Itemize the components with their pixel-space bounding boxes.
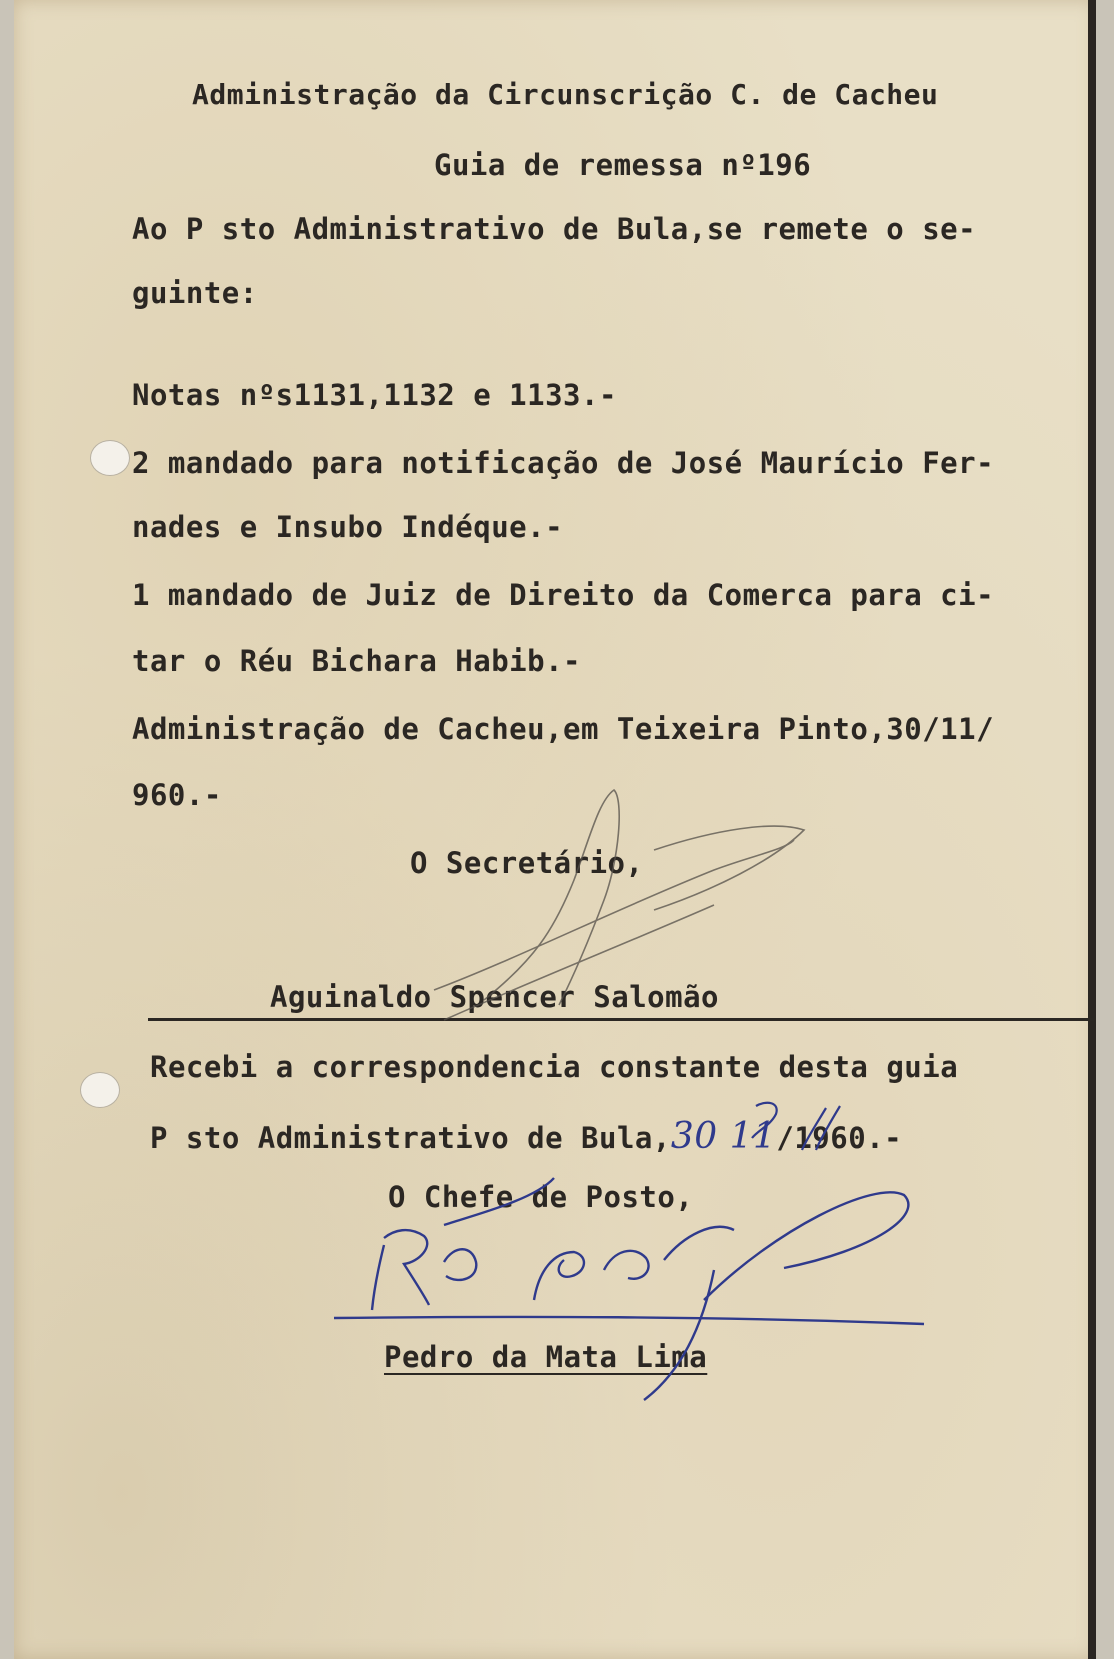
- place-date-line-2: 960.-: [132, 778, 222, 812]
- secretary-title: O Secretário,: [410, 846, 644, 880]
- signatures-overlay: [14, 0, 1096, 1659]
- chief-signature: [334, 1178, 924, 1400]
- intro-line-1: Ao P sto Administrativo de Bula,se remete o se-: [132, 212, 977, 246]
- chief-title: O Chefe de Posto,: [388, 1180, 694, 1214]
- item-mandate-judge-line-2: tar o Réu Bichara Habib.-: [132, 644, 581, 678]
- secretary-signature: [434, 790, 804, 1020]
- receipt-line-2-prefix: P sto Administrativo de Bula,: [150, 1121, 671, 1155]
- office-header: Administração da Circunscrição C. de Cacheu: [192, 78, 939, 111]
- guide-number: Guia de remessa nº196: [434, 148, 812, 182]
- place-date-line-1: Administração de Cacheu,em Teixeira Pinto,30/11/: [132, 712, 995, 746]
- receipt-handwritten-date: 30 11: [670, 1116, 777, 1157]
- item-mandate-notification-line-1: 2 mandado para notificação de José Maurício Fer-: [132, 446, 995, 480]
- receipt-line-1: Recebi a correspondencia constante desta guia: [150, 1050, 959, 1084]
- item-mandate-judge-line-1: 1 mandado de Juiz de Direito da Comerca para ci-: [132, 578, 995, 612]
- receipt-line-2-suffix: /1960.-: [776, 1121, 903, 1155]
- document-sheet: [14, 0, 1096, 1659]
- item-notes: Notas nºs1131,1132 e 1133.-: [132, 378, 617, 412]
- intro-line-2: guinte:: [132, 276, 258, 310]
- secretary-name: Aguinaldo Spencer Salomão: [270, 980, 719, 1014]
- chief-name: Pedro da Mata Lima: [384, 1340, 708, 1374]
- item-mandate-notification-line-2: nades e Insubo Indéque.-: [132, 510, 564, 544]
- handwritten-date-strokes: [752, 1103, 840, 1150]
